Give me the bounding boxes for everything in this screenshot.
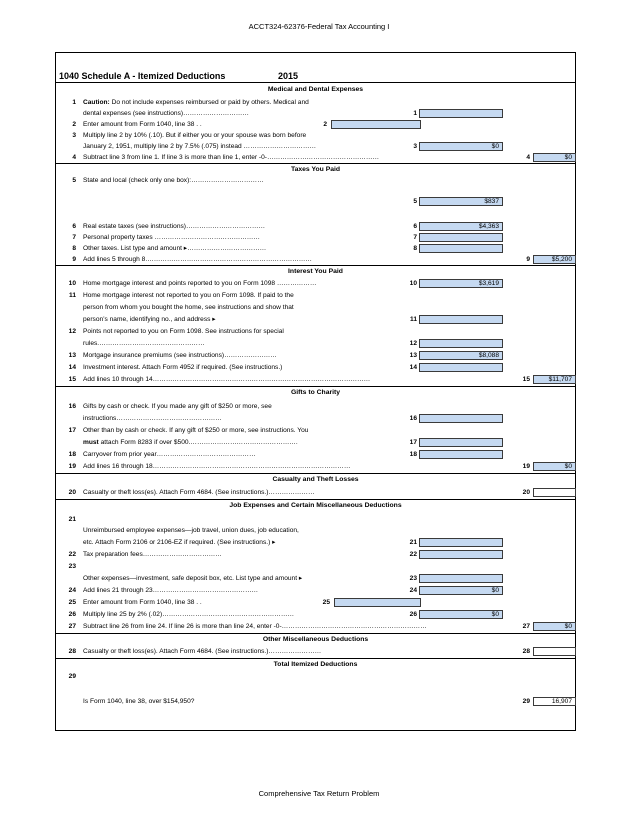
line-number: 23 <box>68 563 76 570</box>
line-8-text: Other taxes. List type and amount ▸……………………………… <box>83 245 267 252</box>
line-number: 18 <box>68 451 76 458</box>
line-3-text: Multiply line 2 by 10% (.10). But if either you or your spouse was born before <box>83 132 307 139</box>
line-16-text: Gifts by cash or check. If you made any gift of $250 or more, see <box>83 403 272 410</box>
line-ref: 17 <box>409 439 417 446</box>
line-number: 15 <box>68 376 76 383</box>
line-4-value[interactable]: $0 <box>533 153 576 162</box>
line-9-value[interactable]: $5,200 <box>533 255 576 264</box>
line-15-value[interactable]: $11,707 <box>533 375 576 384</box>
line-17-text-cont: must attach Form 8283 if over $500.…………………………………………. <box>83 439 298 446</box>
divider <box>56 386 575 387</box>
line-24-text: Add lines 21 through 23………………………………………… <box>83 587 259 594</box>
line-20-input[interactable] <box>533 488 576 497</box>
line-number: 1 <box>72 99 76 106</box>
line-25-text: Enter amount from Form 1040, line 38 . . <box>83 599 202 606</box>
divider <box>56 658 575 659</box>
line-number: 29 <box>68 673 76 680</box>
line-ref: 3 <box>413 143 417 150</box>
line-number: 25 <box>68 599 76 606</box>
line-number: 4 <box>72 154 76 161</box>
line-11-input[interactable] <box>419 315 503 324</box>
line-ref: 7 <box>413 234 417 241</box>
line-number: 6 <box>72 223 76 230</box>
line-number: 7 <box>72 234 76 241</box>
line-8-input[interactable] <box>419 244 503 253</box>
line-ref: 6 <box>413 223 417 230</box>
schedule-a-form <box>55 52 576 731</box>
line-ref: 4 <box>526 154 530 161</box>
line-17-text: Other than by cash or check. If any gift of $250 or more, see instructions. You <box>83 427 309 434</box>
line-11-text-cont: person from whom you bought the home, see instructions and show that <box>83 304 294 311</box>
line-12-text-cont: rules.………………………………………… <box>83 340 205 347</box>
line-21-text-cont: etc. Attach Form 2106 or 2106-EZ if required. (See instructions.) ▸ <box>83 539 276 546</box>
line-ref: 10 <box>409 280 417 287</box>
section-medical: Medical and Dental Expenses <box>267 86 364 93</box>
line-ref: 22 <box>409 551 417 558</box>
line-ref: 13 <box>409 352 417 359</box>
line-number: 8 <box>72 245 76 252</box>
line-16-input[interactable] <box>419 414 503 423</box>
line-3-value[interactable]: $0 <box>419 142 503 151</box>
page-footer: Comprehensive Tax Return Problem <box>258 789 380 798</box>
line-number: 27 <box>68 623 76 630</box>
line-number: 26 <box>68 611 76 618</box>
line-1-input[interactable] <box>419 109 503 118</box>
line-22-text: Tax preparation fees……………………………… <box>83 551 222 558</box>
line-28-text: Casualty or theft loss(es). Attach Form 4684. (See instructions.)…………………… <box>83 648 322 655</box>
line-21-input[interactable] <box>419 538 503 547</box>
line-26-text: Multiply line 25 by 2% (.02)…………………………………………………… <box>83 611 295 618</box>
line-7-text: Personal property taxes ………………………………………… <box>83 234 260 241</box>
line-22-input[interactable] <box>419 550 503 559</box>
line-ref: 21 <box>409 539 417 546</box>
line-number: 22 <box>68 551 76 558</box>
line-18-text: Carryover from prior year……………………………………… <box>83 451 256 458</box>
line-21-text: Unreimbursed employee expenses—job travel, union dues, job education, <box>83 527 299 534</box>
line-11-text-cont: person’s name, identifying no., and address ▸ <box>83 316 216 323</box>
line-ref: 29 <box>522 698 530 705</box>
line-ref: 1 <box>413 110 417 117</box>
line-number: 9 <box>72 256 76 263</box>
section-taxes: Taxes You Paid <box>290 166 341 173</box>
line-ref: 12 <box>409 340 417 347</box>
line-13-value[interactable]: $8,088 <box>419 351 503 360</box>
line-ref: 2 <box>323 121 327 128</box>
line-6-value[interactable]: $4,363 <box>419 222 503 231</box>
line-number: 20 <box>68 489 76 496</box>
line-number: 13 <box>68 352 76 359</box>
line-14-input[interactable] <box>419 363 503 372</box>
divider <box>56 473 575 474</box>
line-14-text: Investment interest. Attach Form 4952 if required. (See instructions.) <box>83 364 283 371</box>
line-number: 21 <box>68 516 76 523</box>
line-12-input[interactable] <box>419 339 503 348</box>
line-27-text: Subtract line 26 from line 24. If line 26 is more than line 24, enter -0-………………………………………………………… <box>83 623 427 630</box>
line-16-text-cont: instructions………………………………………… <box>83 415 222 422</box>
line-number: 17 <box>68 427 76 434</box>
line-1-text: Caution: Do not include expenses reimbursed or paid by others. Medical and <box>83 99 309 106</box>
line-18-input[interactable] <box>419 450 503 459</box>
divider <box>56 265 575 266</box>
line-ref: 19 <box>522 463 530 470</box>
line-29-value[interactable]: 16,907 <box>533 697 576 706</box>
line-10-text: Home mortgage interest and points reported to you on Form 1098 ……………… <box>83 280 317 287</box>
line-number: 28 <box>68 648 76 655</box>
section-job-expenses: Job Expenses and Certain Miscellaneous Deductions <box>229 502 402 509</box>
line-number: 10 <box>68 280 76 287</box>
line-number: 19 <box>68 463 76 470</box>
line-number: 2 <box>72 121 76 128</box>
line-2-text: Enter amount from Form 1040, line 38 . . <box>83 121 202 128</box>
line-17-input[interactable] <box>419 438 503 447</box>
line-15-text: Add lines 10 through 14……………………………………………………………………………………… <box>83 376 371 383</box>
line-5-value[interactable]: $837 <box>419 197 503 206</box>
line-3-text-cont: January 2, 1951, multiply line 2 by 7.5% (.075) instead …………………………… <box>83 143 317 150</box>
line-ref: 15 <box>522 376 530 383</box>
line-ref: 28 <box>522 648 530 655</box>
line-29-text: Is Form 1040, line 38, over $154,950? <box>83 698 195 705</box>
section-other-misc: Other Miscellaneous Deductions <box>262 636 369 643</box>
line-ref: 16 <box>409 415 417 422</box>
line-6-text: Real estate taxes (see instructions)……………………………… <box>83 223 266 230</box>
line-19-text: Add lines 16 through 18……………………………………………………………………………… <box>83 463 351 470</box>
line-24-value[interactable]: $0 <box>419 586 503 595</box>
line-23-text: Other expenses—investment, safe deposit box, etc. List type and amount ▸ <box>83 575 303 582</box>
line-12-text: Points not reported to you on Form 1098. See instructions for special <box>83 328 284 335</box>
form-year: 2015 <box>278 71 299 81</box>
section-total: Total Itemized Deductions <box>273 661 358 668</box>
line-13-text: Mortgage insurance premiums (see instructions)…………………… <box>83 352 277 359</box>
line-19-value[interactable]: $0 <box>533 462 576 471</box>
line-ref: 18 <box>409 451 417 458</box>
line-ref: 11 <box>410 316 417 323</box>
line-ref: 25 <box>322 599 330 606</box>
line-23-input[interactable] <box>419 574 503 583</box>
section-casualty: Casualty and Theft Losses <box>272 476 359 483</box>
line-27-value[interactable]: $0 <box>533 622 576 631</box>
section-gifts: Gifts to Charity <box>290 389 341 396</box>
line-4-text: Subtract line 3 from line 1. If line 3 is more than line 1, enter -0-…………………………………………… <box>83 154 380 161</box>
line-ref: 27 <box>522 623 530 630</box>
section-interest: Interest You Paid <box>288 268 343 275</box>
line-number: 11 <box>69 292 76 299</box>
line-11-text: Home mortgage interest not reported to you on Form 1098. If paid to the <box>83 292 294 299</box>
line-number: 14 <box>68 364 76 371</box>
line-ref: 9 <box>526 256 530 263</box>
form-title: 1040 Schedule A - Itemized Deductions <box>59 71 226 81</box>
line-ref: 24 <box>409 587 417 594</box>
line-25-input[interactable] <box>334 598 421 607</box>
line-ref: 8 <box>413 245 417 252</box>
line-number: 24 <box>68 587 76 594</box>
divider <box>56 163 575 164</box>
line-26-value[interactable]: $0 <box>419 610 503 619</box>
line-ref: 26 <box>409 611 417 618</box>
line-1-text-cont: dental expenses (see instructions)………………………… <box>83 110 249 117</box>
line-7-input[interactable] <box>419 233 503 242</box>
line-10-value[interactable]: $3,619 <box>419 279 503 288</box>
line-number: 16 <box>68 403 76 410</box>
page-header: ACCT324-62376-Federal Tax Accounting I <box>248 22 390 31</box>
divider <box>56 633 575 634</box>
divider <box>56 82 575 83</box>
line-2-input[interactable] <box>331 120 421 129</box>
line-20-text: Casualty or theft loss(es). Attach Form 4684. (See instructions.)………………… <box>83 489 315 496</box>
line-5-text: State and local (check only one box):…………………………… <box>83 177 264 184</box>
line-28-input[interactable] <box>533 647 576 656</box>
line-number: 5 <box>72 177 76 184</box>
line-ref: 5 <box>413 198 417 205</box>
line-number: 3 <box>72 132 76 139</box>
line-number: 12 <box>68 328 76 335</box>
divider <box>56 499 575 500</box>
line-9-text: Add lines 5 through 8.………………………………………………………………… <box>83 256 312 263</box>
line-ref: 20 <box>522 489 530 496</box>
line-ref: 14 <box>409 364 417 371</box>
line-ref: 23 <box>409 575 417 582</box>
